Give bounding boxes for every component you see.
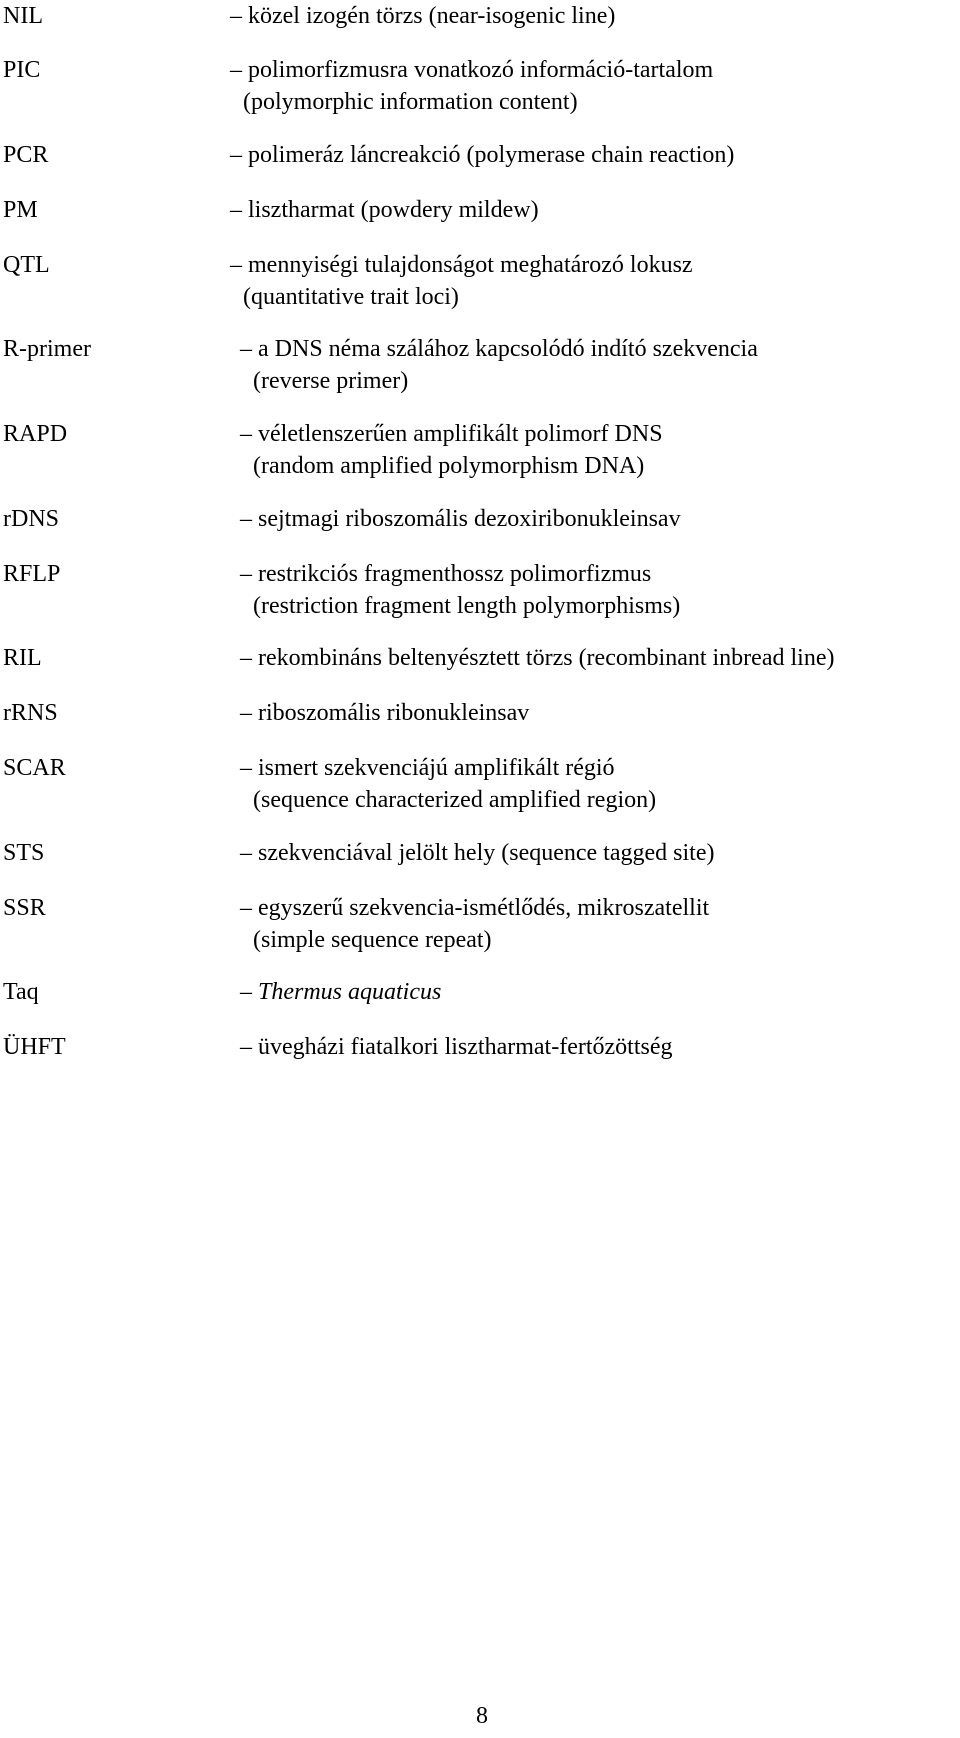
definition-italic-term: Thermus aquaticus — [258, 979, 442, 1005]
definition-line-english: (simple sequence repeat) — [253, 927, 492, 953]
definition-line: – riboszomális ribonukleinsav — [240, 700, 530, 726]
abbreviation-term: Taq — [3, 979, 39, 1005]
definition-line: – lisztharmat (powdery mildew) — [230, 197, 539, 223]
definition-line: – a DNS néma szálához kapcsolódó indító szekvencia — [240, 336, 758, 362]
definition-dash: – — [240, 979, 258, 1005]
abbreviation-definition — [240, 333, 758, 397]
abbreviation-definition — [240, 976, 441, 1008]
definition-line: – egyszerű szekvencia-ismétlődés, mikroszatellit — [240, 895, 710, 921]
definition-line: – közel izogén törzs (near-isogenic line) — [230, 3, 616, 29]
abbreviation-term: STS — [3, 840, 45, 866]
definition-line: – ismert szekvenciájú amplifikált régió — [240, 755, 615, 781]
abbreviation-definition — [230, 249, 693, 313]
abbreviation-definition — [240, 697, 529, 729]
abbreviation-definition — [240, 1031, 673, 1063]
abbreviation-definition — [240, 642, 834, 674]
page-number: 8 — [476, 1703, 488, 1729]
abbreviation-definition — [240, 418, 663, 482]
abbreviation-term: rRNS — [3, 700, 58, 726]
definition-line — [240, 976, 441, 1008]
definition-line: – rekombináns beltenyésztett törzs (recombinant inbread line) — [240, 645, 835, 671]
abbreviation-term: NIL — [3, 3, 43, 29]
abbreviation-term: RIL — [3, 645, 42, 671]
abbreviation-definition — [240, 503, 681, 535]
definition-line-english: (reverse primer) — [253, 368, 409, 394]
abbreviation-term: PCR — [3, 142, 49, 168]
definition-line: – restrikciós fragmenthossz polimorfizmus — [240, 561, 652, 587]
abbreviation-term: QTL — [3, 252, 50, 278]
abbreviation-term: ÜHFT — [3, 1034, 66, 1060]
abbreviation-definition — [240, 752, 656, 816]
abbreviation-definition — [240, 892, 709, 956]
abbreviation-term: RAPD — [3, 421, 68, 447]
abbreviation-definition — [230, 54, 713, 118]
abbreviation-definition — [240, 837, 714, 869]
abbreviation-term: SSR — [3, 895, 46, 921]
abbreviation-term: rDNS — [3, 506, 60, 532]
definition-line-english: (polymorphic information content) — [243, 89, 578, 115]
definition-line: – polimorfizmusra vonatkozó információ-tartalom — [230, 57, 714, 83]
definition-line: – véletlenszerűen amplifikált polimorf DNS — [240, 421, 663, 447]
abbreviation-definition — [230, 0, 615, 32]
abbreviation-term: SCAR — [3, 755, 66, 781]
definition-line: – sejtmagi riboszomális dezoxiribonukleinsav — [240, 506, 681, 532]
abbreviation-definition — [230, 139, 734, 171]
abbreviation-term: PIC — [3, 57, 41, 83]
abbreviation-term: RFLP — [3, 561, 61, 587]
definition-line: – mennyiségi tulajdonságot meghatározó lokusz — [230, 252, 693, 278]
definition-line: – szekvenciával jelölt hely (sequence tagged site) — [240, 840, 715, 866]
abbreviation-definition — [240, 558, 680, 622]
definition-line: – üvegházi fiatalkori lisztharmat-fertőzöttség — [240, 1034, 673, 1060]
abbreviation-term: R-primer — [3, 336, 91, 362]
abbreviation-term: PM — [3, 197, 38, 223]
definition-line-english: (random amplified polymorphism DNA) — [253, 453, 645, 479]
definition-line-english: (quantitative trait loci) — [243, 284, 459, 310]
definition-line: – polimeráz láncreakció (polymerase chain reaction) — [230, 142, 735, 168]
definition-line-english: (sequence characterized amplified region) — [253, 787, 657, 813]
definition-line-english: (restriction fragment length polymorphisms) — [253, 593, 681, 619]
abbreviation-definition — [230, 194, 539, 226]
